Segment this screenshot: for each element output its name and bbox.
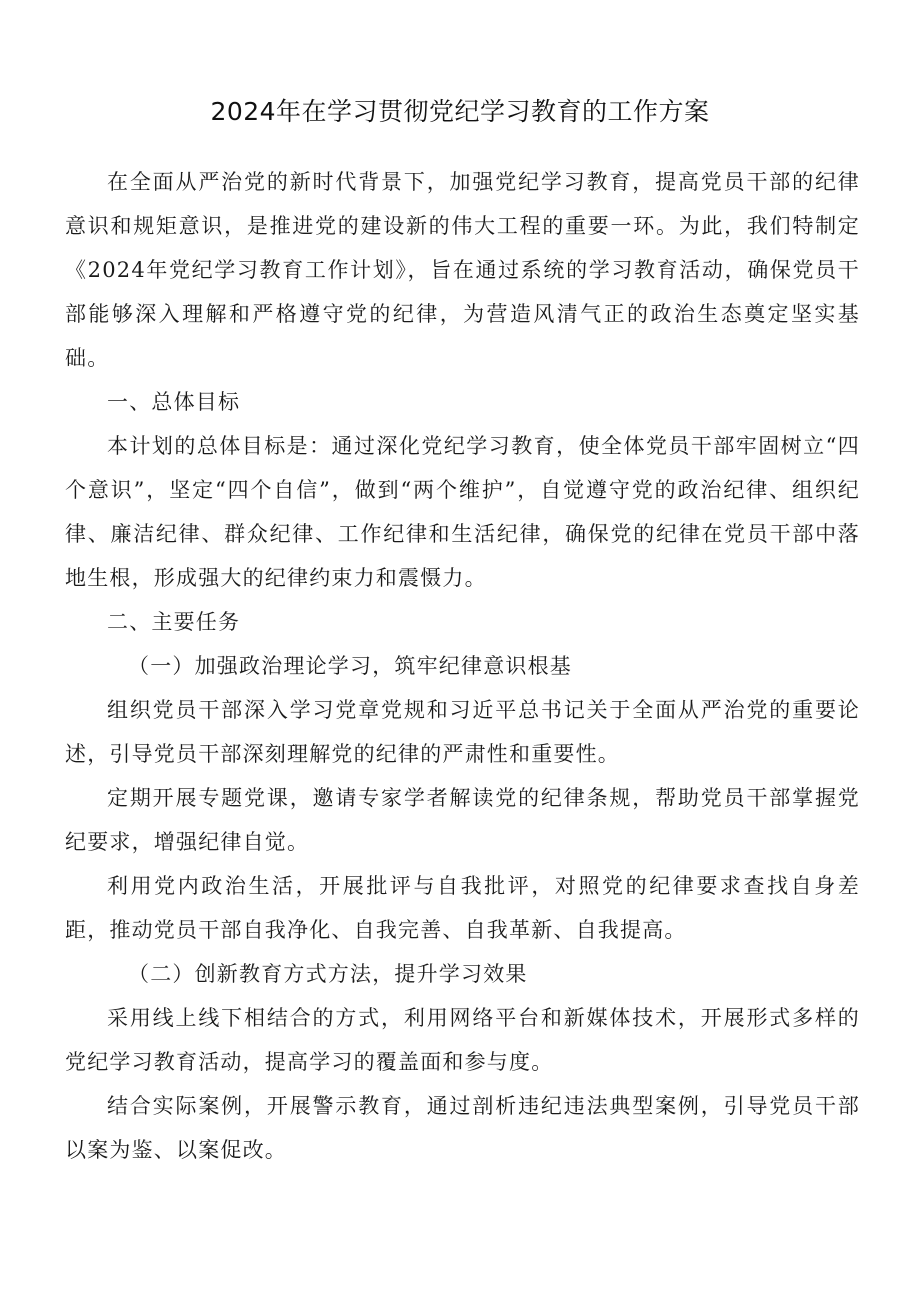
methods-paragraph: 结合实际案例，开展警示教育，通过剖析违纪违法典型案例，引导党员干部以案为鉴、以案促改。 — [65, 1094, 860, 1162]
intro-paragraph: 在全面从严治党的新时代背景下，加强党纪学习教育，提高党员干部的纪律意识和规矩意识，是推进党的建设新的伟大工程的重要一环。为此，我们特制定《2024年党纪学习教育工作计划》，旨在通过系统的学习教育活动，确保党员干部能够深入理解和严格遵守党的纪律，为营造风清气正的政治生态奠定坚实基础。 — [65, 170, 860, 370]
section-heading-goals: 一、总体目标 — [107, 390, 241, 414]
subsection-heading-methods: （二）创新教育方式方法，提升学习效果 — [128, 962, 528, 986]
subsection-heading-theory: （一）加强政治理论学习，筑牢纪律意识根基 — [128, 654, 572, 678]
section-heading-tasks: 二、主要任务 — [107, 610, 241, 634]
theory-paragraph: 利用党内政治生活，开展批评与自我批评，对照党的纪律要求查找自身差距，推动党员干部自我净化、自我完善、自我革新、自我提高。 — [65, 874, 860, 942]
methods-paragraph: 采用线上线下相结合的方式，利用网络平台和新媒体技术，开展形式多样的党纪学习教育活动，提高学习的覆盖面和参与度。 — [65, 1006, 860, 1074]
theory-paragraph: 组织党员干部深入学习党章党规和习近平总书记关于全面从严治党的重要论述，引导党员干部深刻理解党的纪律的严肃性和重要性。 — [65, 698, 860, 766]
document-body — [65, 160, 860, 1172]
theory-paragraph: 定期开展专题党课，邀请专家学者解读党的纪律条规，帮助党员干部掌握党纪要求，增强纪律自觉。 — [65, 786, 860, 854]
document-title: 2024年在学习贯彻党纪学习教育的工作方案 — [210, 97, 710, 126]
goals-paragraph: 本计划的总体目标是：通过深化党纪学习教育，使全体党员干部牢固树立“四个意识”，坚定“四个自信”，做到“两个维护”，自觉遵守党的政治纪律、组织纪律、廉洁纪律、群众纪律、工作纪律和生活纪律，确保党的纪律在党员干部中落地生根，形成强大的纪律约束力和震慑力。 — [65, 434, 860, 590]
